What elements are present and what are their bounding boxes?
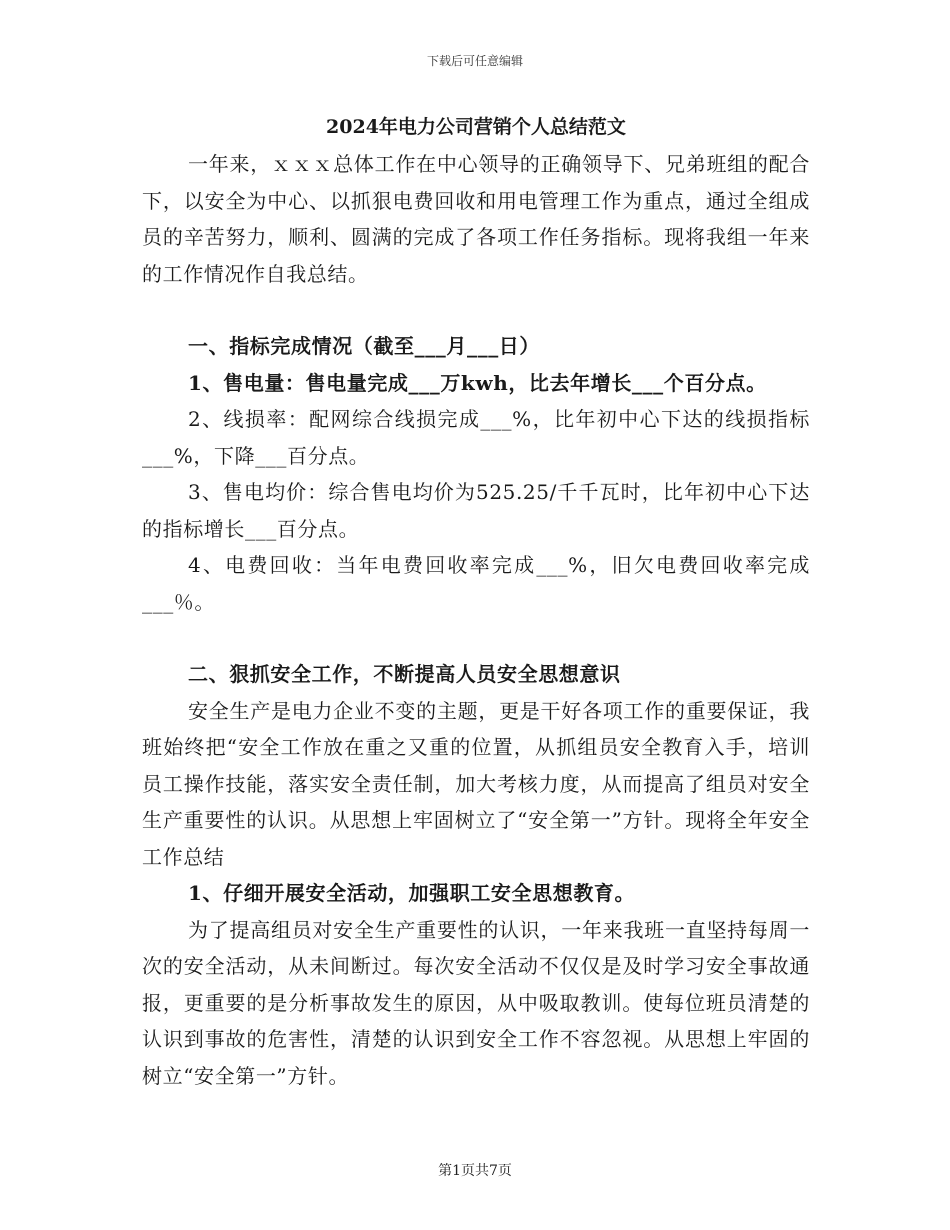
section1-item-average-price: 3、售电均价：综合售电均价为525.25/千千瓦时，比年初中心下达的指标增长___百分点。 <box>142 480 810 541</box>
section1-item-line-loss: 2、线损率：配网综合线损完成___%，比年初中心下达的线损指标___%，下降___百分点。 <box>142 407 810 468</box>
section1-item-sales-volume: 1、售电量：售电量完成___万kwh，比去年增长___个百分点。 <box>188 370 767 395</box>
document-body <box>142 108 810 1094</box>
section-spacer <box>142 292 810 328</box>
section1-heading: 一、指标完成情况（截至___月___日） <box>188 334 540 358</box>
section-spacer <box>142 620 810 656</box>
section2-heading: 二、狠抓安全工作，不断提高人员安全思想意识 <box>188 662 621 686</box>
page-number: 第1页共7页 <box>438 1163 512 1179</box>
section2-sub1-heading: 1、仔细开展安全活动，加强职工安全思想教育。 <box>188 881 636 905</box>
section2-sub1-paragraph: 为了提高组员对安全生产重要性的认识，一年来我班一直坚持每周一次的安全活动，从未间断过。每次安全活动不仅仅是及时学习安全事故通报，更重要的是分析事故发生的原因，从中吸取教训。使每位班员清楚的认识到事故的危害性，清楚的认识到安全工作不容忽视。从思想上牢固的树立“安全第一”方针。 <box>142 917 810 1088</box>
document-title: 2024年电力公司营销个人总结范文 <box>326 116 626 138</box>
header-note: 下载后可任意编辑 <box>426 54 523 68</box>
intro-paragraph: 一年来，ｘｘｘ总体工作在中心领导的正确领导下、兄弟班组的配合下，以安全为中心、以抓狠电费回收和用电管理工作为重点，通过全组成员的辛苦努力，顺利、圆满的完成了各项工作任务指标。现将我组一年来的工作情况作自我总结。 <box>142 152 810 286</box>
section1-item-fee-recovery: 4、电费回收：当年电费回收率完成___%，旧欠电费回收率完成___％。 <box>142 553 810 614</box>
section2-paragraph: 安全生产是电力企业不变的主题，更是干好各项工作的重要保证，我班始终把“安全工作放在重之又重的位置，从抓组员安全教育入手，培训员工操作技能，落实安全责任制，加大考核力度，从而提高了组员对安全生产重要性的认识。从思想上牢固树立了“安全第一”方针。现将全年安全工作总结 <box>142 698 810 869</box>
